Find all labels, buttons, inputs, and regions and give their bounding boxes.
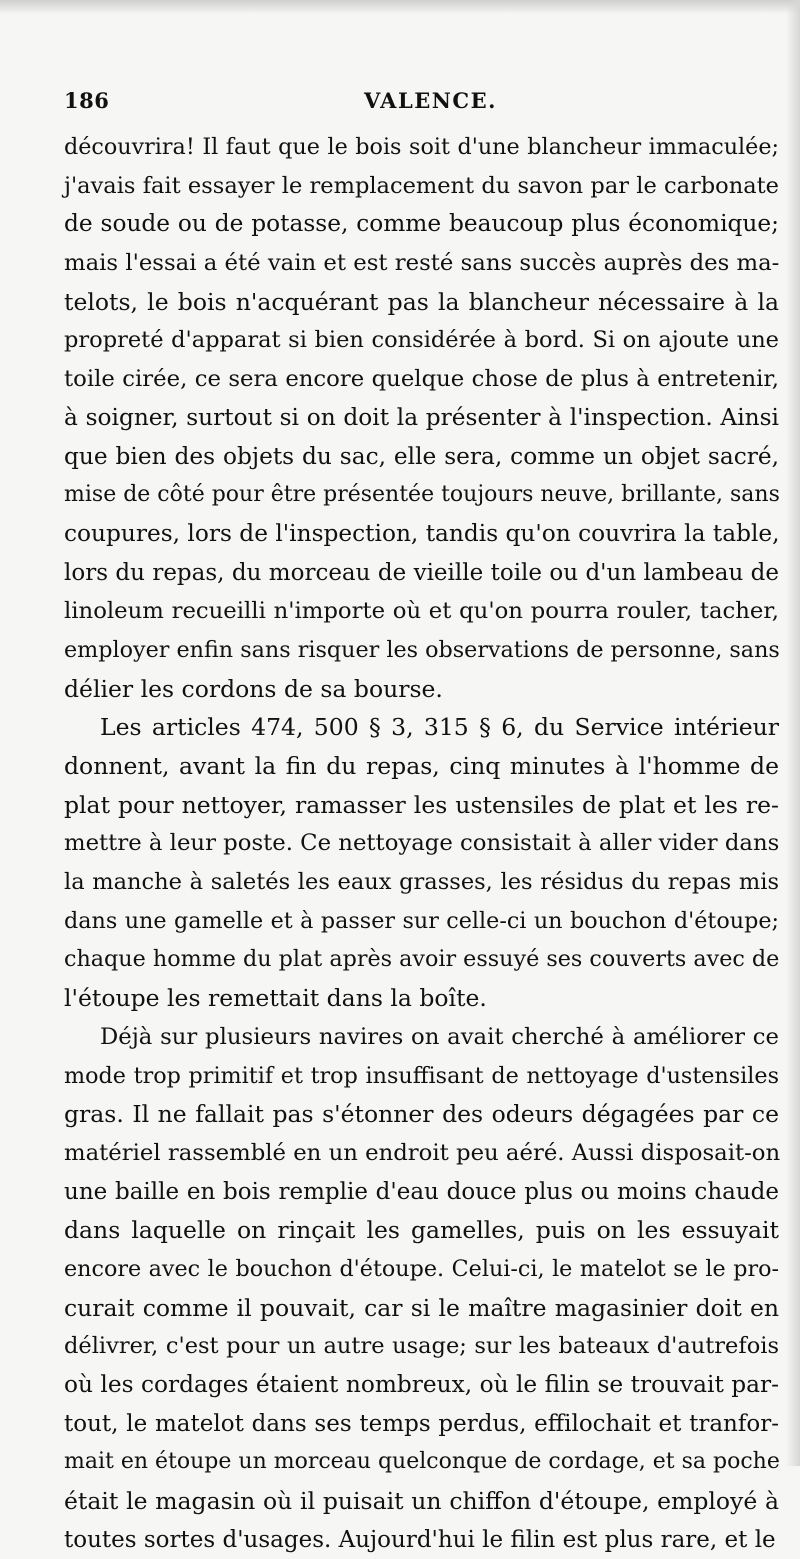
text-line: donnent, avant la fin du repas, cinq minutes à l'homme de (64, 752, 779, 780)
paragraph (64, 1018, 779, 1559)
text-line: coupures, lors de l'inspection, tandis qu'on couvrira la table, (64, 519, 780, 547)
text-line: tout, le matelot dans ses temps perdus, effilochait et tranfor- (64, 1410, 779, 1437)
text-line: matériel rassemblé en un endroit peu aéré. Aussi disposait-on (64, 1139, 781, 1166)
text-line: délivrer, c'est pour un autre usage; sur les bateaux d'autrefois (64, 1333, 779, 1360)
text-line: employer enfin sans risquer les observations de personne, sans (64, 636, 780, 663)
text-line: la manche à saletés les eaux grasses, les résidus du repas mis (64, 869, 779, 896)
text-line: mode trop primitif et trop insuffisant de nettoyage d'ustensiles (64, 1062, 779, 1089)
text-line: toile cirée, ce sera encore quelque chose de plus à entretenir, (64, 366, 779, 393)
text-line: dans une gamelle et à passer sur celle-ci un bouchon d'étoupe; (64, 907, 779, 934)
text-line: lors du repas, du morceau de vieille toile ou d'un lambeau de (64, 559, 779, 586)
page-header (64, 88, 774, 122)
text-line: toutes sortes d'usages. Aujourd'hui le filin est plus rare, et le (64, 1526, 776, 1553)
text-line: gras. Il ne fallait pas s'étonner des odeurs dégagées par ce (64, 1100, 779, 1129)
text-line: mettre à leur poste. Ce nettoyage consistait à aller vider dans (64, 830, 780, 857)
text-line: dans laquelle on rinçait les gamelles, puis on les essuyait (64, 1216, 779, 1245)
text-line: mais l'essai a été vain et est resté sans succès auprès des ma- (64, 250, 780, 277)
text-line: découvrira! Il faut que le bois soit d'une blancheur immaculée; (64, 134, 779, 160)
text-line: que bien des objets du sac, elle sera, comme un objet sacré, (64, 442, 779, 470)
text-line: était le magasin où il puisait un chiffon d'étoupe, employé à (64, 1487, 779, 1516)
paragraph (64, 708, 779, 1018)
text-line: plat pour nettoyer, ramasser les ustensiles de plat et les re- (64, 790, 779, 819)
text-line: Les articles 474, 500 § 3, 315 § 6, du Service intérieur (100, 713, 779, 742)
text-line: encore avec le bouchon d'étoupe. Celui-ci, le matelot se le pro- (64, 1255, 779, 1282)
text-line: l'étoupe les remettait dans la boîte. (64, 984, 487, 1013)
text-line: délier les cordons de sa bourse. (64, 674, 443, 703)
running-title: VALENCE. (364, 88, 497, 113)
text-line: à soigner, surtout si on doit la présenter à l'inspection. Ainsi (64, 403, 779, 431)
text-line: mise de côté pour être présentée toujours neuve, brillante, sans (64, 482, 780, 508)
text-line: une baille en bois remplie d'eau douce plus ou moins chaude (64, 1178, 779, 1205)
text-line: linoleum recueilli n'importe où et qu'on pourra rouler, tacher, (64, 598, 779, 625)
text-line: propreté d'apparat si bien considérée à bord. Si on ajoute une (64, 327, 779, 354)
text-line: Déjà sur plusieurs navires on avait cherché à améliorer ce (100, 1023, 779, 1050)
text-line: de soude ou de potasse, comme beaucoup plus économique; (64, 210, 779, 238)
scan-right-edge (786, 0, 800, 1466)
text-line: j'avais fait essayer le remplacement du savon par le carbonate (64, 172, 779, 199)
page-number: 186 (64, 88, 110, 113)
text-line: mait en étoupe un morceau quelconque de cordage, et sa poche (64, 1449, 780, 1475)
body-text (64, 128, 779, 1559)
scan-top-shadow (0, 0, 800, 14)
paragraph (64, 128, 779, 708)
text-line: chaque homme du plat après avoir essuyé ses couverts avec de (64, 946, 780, 973)
text-line: telots, le bois n'acquérant pas la blancheur nécessaire à la (64, 287, 779, 316)
text-line: curait comme il pouvait, car si le maître magasinier doit en (64, 1293, 779, 1322)
text-line: où les cordages étaient nombreux, où le filin se trouvait par- (64, 1371, 779, 1398)
